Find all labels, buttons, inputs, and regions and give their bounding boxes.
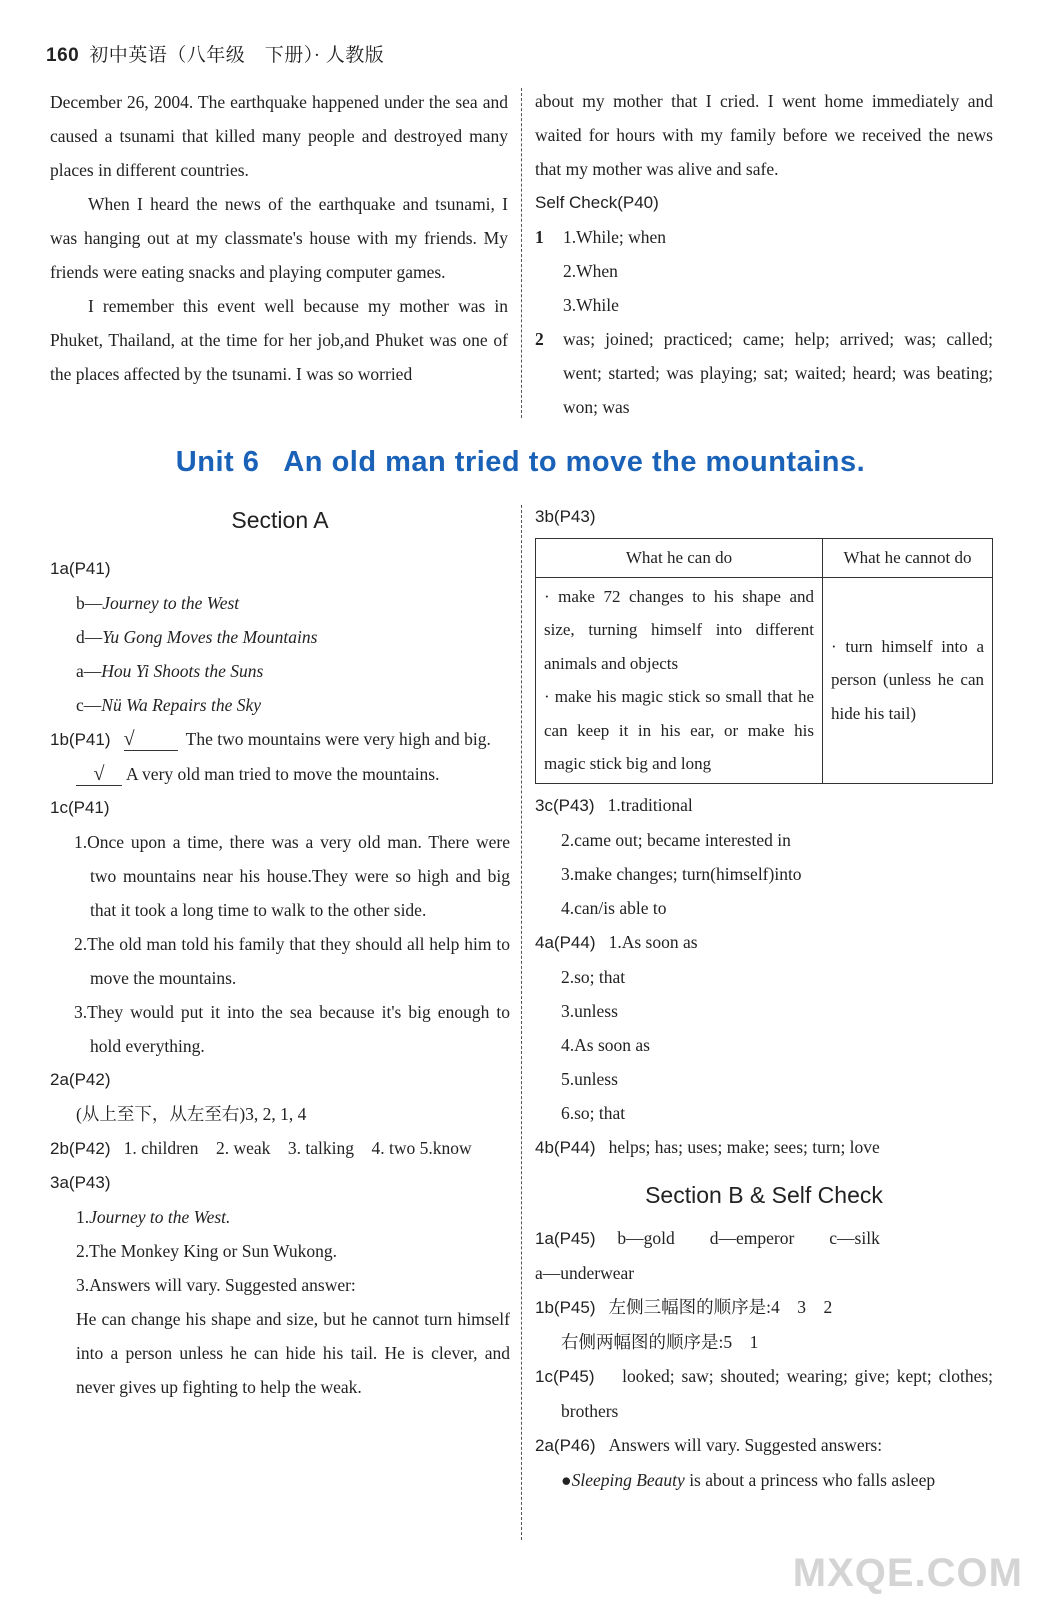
list-item: 6.so; that <box>561 1102 626 1123</box>
bottom-left-column <box>50 500 510 1404</box>
column-divider <box>521 505 522 1540</box>
section-a-title: Section A <box>231 507 329 533</box>
q2a-bullet: ●Sleeping Beauty is about a princess who falls asleep <box>561 1469 936 1490</box>
paragraph: December 26, 2004. The earthquake happened under the sea and caused a tsunami that killed many people and destroyed many places in different countries. <box>50 92 508 180</box>
q1a-list <box>50 586 510 722</box>
q2b-answer: 2b(P42) 1. children 2. weak 3. talking 4. two 5.know <box>50 1138 472 1158</box>
match-item: b—Journey to the West <box>76 593 240 613</box>
list-item: 4.can/is able to <box>561 897 667 918</box>
self-check-q1 <box>535 220 993 322</box>
list-item: 2.The old man told his family that they should all help him to move the mountains. <box>74 934 510 988</box>
answer-item: 1.While; when <box>563 227 667 247</box>
table-cell: · turn himself into a person (unless he can hide his tail) <box>823 577 993 783</box>
page-number: 160 <box>46 45 80 66</box>
answer-item: 3.While <box>563 295 619 315</box>
watermark: MXQE.COM <box>792 1551 1023 1595</box>
q2a-answer: 2a(P46) Answers will vary. Suggested answers: <box>535 1434 883 1455</box>
table-cell: · make 72 changes to his shape and size, turning himself into different animals and objects · make his magic stick so small that he can keep it in his ear, or make his magic stick big and long <box>536 577 823 783</box>
list-item: 1.Once upon a time, there was a very old man. There were two mountains near his house.They were so high and big that it took a long time to walk to the other side. <box>74 832 510 920</box>
list-item: 3.They would put it into the sea because it's big enough to hold everything. <box>74 1002 510 1056</box>
q3c-list <box>535 823 993 925</box>
unit-title <box>0 446 1041 479</box>
answer-item: 2.When <box>563 261 618 281</box>
list-item: 5.unless <box>561 1068 618 1089</box>
list-item: 2.came out; became interested in <box>561 829 791 850</box>
question-number: 2 <box>535 329 544 349</box>
q4a-answer: 4a(P44) 1.As soon as <box>535 931 698 952</box>
check-mark: √ <box>124 728 178 751</box>
list-item: 3.make changes; turn(himself)into <box>561 863 802 884</box>
list-item: 2.The Monkey King or Sun Wukong. <box>76 1241 337 1261</box>
q1b-label: 1b(P41) <box>50 730 111 749</box>
unit-label: Unit 6 <box>175 446 260 478</box>
book-title: 初中英语（八年级 下册）· 人教版 <box>89 45 385 66</box>
q3a-answers <box>50 1200 510 1404</box>
match-item: d—Yu Gong Moves the Mountains <box>76 627 318 647</box>
self-check-q2 <box>535 322 993 424</box>
q1b-answer: 1b(P41) √ The two mountains were very high and big. <box>50 728 491 750</box>
top-right-column <box>535 84 993 424</box>
answer-text: was; joined; practiced; came; help; arrived; was; called; went; started; was playing; sat; waited; heard; was beating; won; was <box>563 329 993 417</box>
q1b-answer-2: 右侧两幅图的顺序是:5 1 <box>561 1331 759 1352</box>
paragraph: I remember this event well because my mother was in Phuket, Thailand, at the time for her job,and Phuket was one of the places affected by the tsunami. I was so worried <box>50 296 508 384</box>
list-item: 4.As soon as <box>561 1034 650 1055</box>
q2a-label: 2a(P42) <box>50 1070 111 1089</box>
q1a-label: 1a(P41) <box>50 559 111 578</box>
question-number: 1 <box>535 227 544 247</box>
self-check-label: Self Check(P40) <box>535 193 659 212</box>
q3c-answer: 3c(P43) 1.traditional <box>535 794 693 815</box>
match-item: c—Nü Wa Repairs the Sky <box>76 695 262 715</box>
list-item: 3.Answers will vary. Suggested answer: <box>76 1275 356 1295</box>
q1c-label: 1c(P41) <box>50 798 110 817</box>
list-item: 1.Journey to the West. <box>76 1207 231 1227</box>
q1a-answer-2: a—underwear <box>535 1262 635 1283</box>
q1b-answer: 1b(P45) 左侧三幅图的顺序是:4 3 2 <box>535 1296 833 1317</box>
q2a-answer: (从上至下，从左至右)3, 2, 1, 4 <box>76 1104 307 1124</box>
bottom-right-column <box>535 500 993 1497</box>
q1c-answer: 1c(P45) looked; saw; shouted; wearing; give; kept; clothes; brothers <box>535 1365 994 1421</box>
paragraph: When I heard the news of the earthquake and tsunami, I was hanging out at my classmate's house with my friends. My friends were eating snacks and playing computer games. <box>50 194 508 282</box>
q3b-label: 3b(P43) <box>535 507 596 526</box>
paragraph: about my mother that I cried. I went home immediately and waited for hours with my family before we received the news that my mother was alive and safe. <box>535 91 993 179</box>
suggested-answer: He can change his shape and size, but he cannot turn himself into a person unless he can hide his tail. He is clever, and never gives up fighting to help the weak. <box>76 1309 510 1397</box>
q1a-answer: 1a(P45) b—gold d—emperor c—silk <box>535 1227 880 1248</box>
answer-table <box>535 538 993 784</box>
section-b-title: Section B & Self Check <box>645 1181 883 1208</box>
top-left-column <box>50 85 508 391</box>
check-mark: √ <box>76 763 122 786</box>
table-header: What he cannot do <box>823 539 993 578</box>
list-item: 3.unless <box>561 1000 618 1021</box>
page-header <box>46 40 384 67</box>
q4b-answer: 4b(P44) helps; has; uses; make; sees; turn; love <box>535 1136 880 1157</box>
match-item: a—Hou Yi Shoots the Suns <box>76 661 264 681</box>
q1b-answer-2: √ A very old man tried to move the mountains. <box>50 757 510 791</box>
bullet-icon: ● <box>561 1469 572 1490</box>
list-item: 2.so; that <box>561 966 626 987</box>
column-divider <box>521 88 522 418</box>
table-header: What he can do <box>536 539 823 578</box>
q3a-label: 3a(P43) <box>50 1173 111 1192</box>
unit-name: An old man tried to move the mountains. <box>283 446 866 478</box>
q4a-list <box>535 960 993 1130</box>
